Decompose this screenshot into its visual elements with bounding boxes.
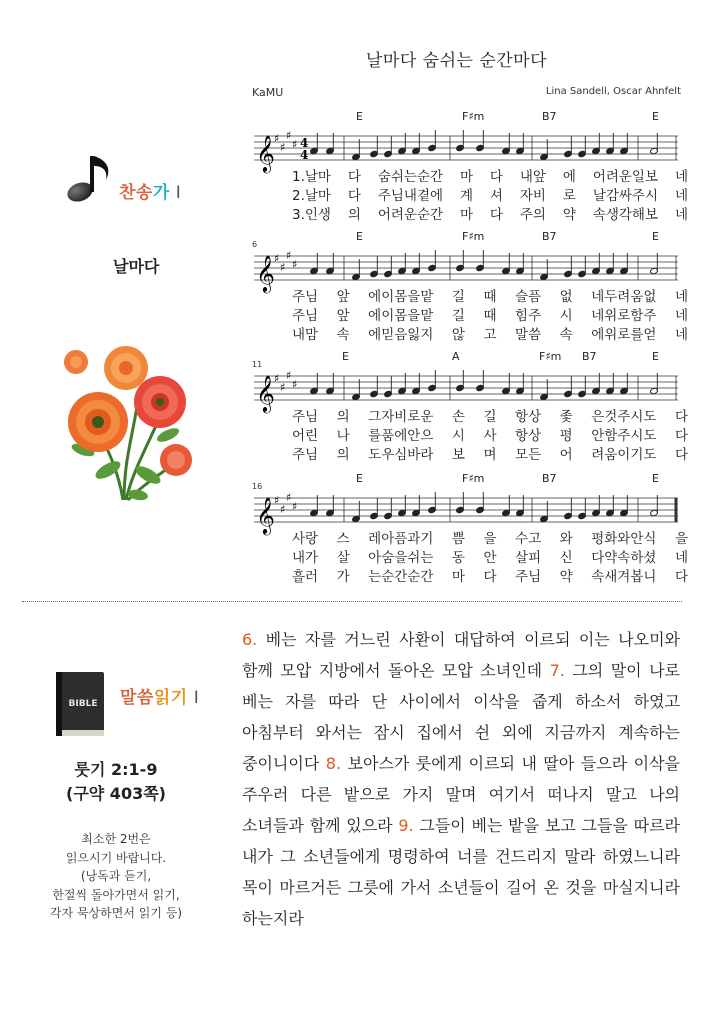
lyric-syllable: 은것주시도 xyxy=(591,409,657,425)
lyric-syllable: 살피 xyxy=(515,550,542,566)
lyric-syllable: 흘러 xyxy=(292,569,319,585)
lyric-syllable: 어린 xyxy=(292,428,319,444)
music-system xyxy=(252,472,688,587)
lyric-line xyxy=(292,326,688,344)
lyric-syllable: 내맘 xyxy=(292,327,319,343)
time-signature: 4 xyxy=(300,148,309,162)
music-system xyxy=(252,110,688,225)
lyric-syllable: 마 xyxy=(451,569,465,585)
lyric-syllable: 말씀 xyxy=(515,327,542,343)
music-system xyxy=(252,350,688,465)
lyric-syllable: 다 xyxy=(489,207,503,223)
chord-symbol: B7 xyxy=(542,110,557,123)
lyric-syllable: 숨쉬는순간 xyxy=(377,169,444,185)
word-label-rest: 읽기 xyxy=(153,688,188,708)
section-divider xyxy=(22,601,682,602)
lyric-syllable: 도우심바라 xyxy=(368,447,434,463)
lyric-syllable: 계 xyxy=(459,188,473,204)
lyric-syllable: 마 xyxy=(459,169,473,185)
ranunculus-flowers-illustration xyxy=(38,340,208,515)
lyric-syllable: 에 xyxy=(562,169,576,185)
guide-line: (낭독과 듣기, xyxy=(80,869,152,883)
lyric-syllable: 속생각해보 xyxy=(592,207,659,223)
guide-line: 최소한 2번은 xyxy=(81,832,151,846)
lyric-line xyxy=(292,568,688,586)
measure-number: 16 xyxy=(252,482,263,491)
staff xyxy=(252,364,680,414)
lyric-syllable: 마 xyxy=(459,207,473,223)
lyric-syllable: 는순간순간 xyxy=(368,569,434,585)
music-system xyxy=(252,230,688,345)
lyric-syllable: 주님 xyxy=(292,308,319,324)
lyric-syllable: 려움이기도 xyxy=(591,447,657,463)
sharp-sign: ♯ xyxy=(280,261,286,274)
hymn-name: 날마다 xyxy=(113,257,160,276)
lyric-syllable: 다 xyxy=(674,447,688,463)
verse-number: 8. xyxy=(325,754,342,773)
staff xyxy=(252,486,680,536)
lyric-syllable: 시 xyxy=(559,308,573,324)
guide-line: 각자 묵상하면서 읽기 등) xyxy=(49,906,183,920)
lyric-line xyxy=(292,427,688,445)
lyric-syllable: 네 xyxy=(674,308,688,324)
lyric-syllable: 내앞 xyxy=(519,169,546,185)
lyric-syllable: 네 xyxy=(674,188,688,204)
sharp-sign: ♯ xyxy=(274,494,280,507)
chord-symbol: E xyxy=(356,110,363,123)
lyric-syllable: 신 xyxy=(559,550,573,566)
sharp-sign: ♯ xyxy=(280,141,286,154)
sharp-sign: ♯ xyxy=(274,132,280,145)
word-section-label xyxy=(120,683,199,708)
publisher: KaMU xyxy=(252,86,284,99)
chord-symbol: A xyxy=(452,350,460,363)
lyric-syllable: 길 xyxy=(451,289,465,305)
lyric-line xyxy=(292,530,688,548)
lyric-syllable: 손 xyxy=(451,409,465,425)
chord-symbol: B7 xyxy=(542,230,557,243)
chord-symbol: E xyxy=(356,230,363,243)
lyric-syllable: 때 xyxy=(483,289,497,305)
sheet-music xyxy=(252,110,688,585)
lyric-syllable: 앞 xyxy=(336,289,350,305)
lyric-syllable: 가 xyxy=(336,569,350,585)
lyric-syllable: 평 xyxy=(559,428,573,444)
lyric-line xyxy=(292,187,688,205)
lyric-syllable: 동 xyxy=(451,550,465,566)
lyric-syllable: 에위로를얻 xyxy=(591,327,657,343)
sharp-sign: ♯ xyxy=(280,503,286,516)
staff xyxy=(252,124,680,174)
lyric-syllable: 주님 xyxy=(292,409,319,425)
lyric-syllable: 다 xyxy=(674,569,688,585)
lyric-syllable: 다약속하셨 xyxy=(591,550,657,566)
chord-symbol: E xyxy=(342,350,349,363)
lyric-syllable: 수고 xyxy=(515,531,542,547)
lyric-syllable: 2.날마 xyxy=(292,188,331,204)
lyric-syllable: 나 xyxy=(336,428,350,444)
lyric-syllable: 레아픔과기 xyxy=(368,531,434,547)
verse-number: 6. xyxy=(242,630,258,649)
lyric-syllable: 시 xyxy=(451,428,465,444)
lyric-line xyxy=(292,408,688,426)
treble-clef-icon: 𝄞 xyxy=(256,374,275,412)
sharp-sign: ♯ xyxy=(274,252,280,265)
lyric-syllable: 주님 xyxy=(292,447,319,463)
reference-page: (구약 403쪽) xyxy=(66,784,166,803)
lyric-syllable: 주님내곁에 xyxy=(377,188,444,204)
chord-symbol: F♯m xyxy=(539,350,562,363)
measure-number: 6 xyxy=(252,240,258,249)
chord-symbol: E xyxy=(652,350,659,363)
lyric-syllable: 않 xyxy=(451,327,465,343)
lyric-syllable: 항상 xyxy=(515,428,542,444)
lyric-syllable: 네 xyxy=(674,550,688,566)
treble-clef-icon: 𝄞 xyxy=(256,134,275,172)
lyric-syllable: 에이몸을맡 xyxy=(368,308,434,324)
lyric-syllable: 3.인생 xyxy=(292,207,331,223)
lyric-syllable: 없 xyxy=(559,289,573,305)
lyric-syllable: 셔 xyxy=(489,188,503,204)
lyric-syllable: 앞 xyxy=(336,308,350,324)
composer-credit: Lina Sandell, Oscar Ahnfelt xyxy=(545,86,681,97)
lyric-line xyxy=(292,307,688,325)
verse-text: 베는 자를 거느린 사환이 대답하여 이르되 이는 나오미와 함께 모압 지방에서 돌아온 모압 소녀인데 xyxy=(242,630,680,680)
word-label-accent: 말씀 xyxy=(120,688,154,708)
lyric-syllable: 네 xyxy=(674,327,688,343)
lyric-syllable: 네 xyxy=(674,207,688,223)
lyric-syllable: 자비 xyxy=(519,188,546,204)
verse-text: 그들이 베는 밭을 보고 그들을 따르라 내가 그 소년들에게 명령하여 너를 건드리지 말라 하였느니라 목이 마르거든 그릇에 가서 소년들이 길어 온 것을 마실지니라 하는지라 xyxy=(242,816,680,928)
lyric-syllable: 속새겨봅니 xyxy=(591,569,657,585)
lyric-syllable: 쁨 xyxy=(451,531,465,547)
lyric-syllable: 다 xyxy=(483,569,497,585)
lyric-syllable: 스 xyxy=(336,531,350,547)
sharp-sign: ♯ xyxy=(274,372,280,385)
scripture-passage xyxy=(242,624,680,934)
lyric-syllable: 와 xyxy=(559,531,573,547)
scripture-reference xyxy=(0,758,232,806)
lyric-syllable: 을 xyxy=(674,531,688,547)
verse-number: 9. xyxy=(398,816,414,835)
lyric-syllable: 네위로함주 xyxy=(591,308,657,324)
lyric-syllable: 며 xyxy=(483,447,497,463)
lyric-syllable: 힘주 xyxy=(515,308,542,324)
sharp-sign: ♯ xyxy=(286,249,292,262)
lyric-syllable: 항상 xyxy=(515,409,542,425)
lyric-syllable: 아숨을쉬는 xyxy=(368,550,434,566)
treble-clef-icon: 𝄞 xyxy=(256,496,275,534)
lyric-syllable: 어려운순간 xyxy=(377,207,444,223)
chord-symbol: E xyxy=(652,230,659,243)
lyric-syllable: 속 xyxy=(559,327,573,343)
lyric-syllable: 좇 xyxy=(559,409,573,425)
lyric-syllable: 보 xyxy=(451,447,465,463)
lyric-syllable: 날감싸주시 xyxy=(592,188,659,204)
lyric-syllable: 고 xyxy=(483,327,497,343)
lyric-line xyxy=(292,549,688,567)
lyric-line xyxy=(292,288,688,306)
guide-line: 한절씩 돌아가면서 읽기, xyxy=(52,887,180,902)
lyric-syllable: 모든 xyxy=(515,447,542,463)
chord-symbol: B7 xyxy=(582,350,597,363)
chord-symbol: B7 xyxy=(542,472,557,485)
lyric-syllable: 약 xyxy=(559,569,573,585)
verse-text: 보아스가 룻에게 이르되 내 딸아 들으라 이삭을 주우러 다른 밭으로 가지 말며 여기서 떠나지 말고 나의 소녀들과 함께 있으라 xyxy=(242,754,680,835)
measure-number: 11 xyxy=(252,360,263,369)
lyric-syllable: 내가 xyxy=(292,550,319,566)
hymn-label-bar: I xyxy=(175,183,182,203)
lyric-syllable: 에믿음잃지 xyxy=(368,327,434,343)
bible-icon-text: BIBLE xyxy=(68,699,98,709)
hymn-label-accent: 찬송 xyxy=(119,183,153,203)
lyric-syllable: 살 xyxy=(336,550,350,566)
guide-line: 읽으시기 바랍니다. xyxy=(65,850,167,865)
lyric-syllable: 안 xyxy=(483,550,497,566)
lyric-syllable: 의 xyxy=(336,409,350,425)
lyric-syllable: 로 xyxy=(562,188,576,204)
chord-symbol: F♯m xyxy=(462,110,485,123)
reading-guide xyxy=(0,830,232,923)
lyric-syllable: 어려운일보 xyxy=(592,169,659,185)
lyric-syllable: 다 xyxy=(347,188,361,204)
verse-number: 7. xyxy=(549,661,565,680)
sharp-sign: ♯ xyxy=(286,491,292,504)
lyric-syllable: 다 xyxy=(489,169,503,185)
sharp-sign: ♯ xyxy=(286,129,292,142)
chord-symbol: E xyxy=(652,110,659,123)
hymn-section-label xyxy=(119,178,181,203)
lyric-syllable: 1.날마 xyxy=(292,169,331,185)
staff xyxy=(252,244,680,294)
lyric-syllable: 길 xyxy=(483,409,497,425)
lyric-syllable: 를품에안으 xyxy=(368,428,434,444)
time-signature: 4 xyxy=(300,136,309,150)
lyric-syllable: 어 xyxy=(559,447,573,463)
lyric-syllable: 안함주시도 xyxy=(591,428,657,444)
lyric-syllable: 사 xyxy=(483,428,497,444)
reference-text: 룻기 2:1-9 xyxy=(74,760,158,779)
treble-clef-icon: 𝄞 xyxy=(256,254,275,292)
song-title: 날마다 숨쉬는 순간마다 xyxy=(366,51,548,71)
lyric-syllable: 때 xyxy=(483,308,497,324)
lyric-syllable: 슬픔 xyxy=(515,289,542,305)
lyric-syllable: 을 xyxy=(483,531,497,547)
lyric-line xyxy=(292,446,688,464)
lyric-syllable: 의 xyxy=(336,447,350,463)
lyric-syllable: 속 xyxy=(336,327,350,343)
chord-symbol: F♯m xyxy=(462,472,485,485)
lyric-syllable: 주님 xyxy=(515,569,542,585)
lyric-syllable: 네 xyxy=(674,289,688,305)
lyric-syllable: 에이몸을맡 xyxy=(368,289,434,305)
verse-text: 그의 말이 나로 베는 자를 따라 단 사이에서 이삭을 줍게 하소서 하였고 아침부터 와서는 잠시 집에서 쉰 외에 지금까지 계속하는 중이니이다 xyxy=(242,661,680,773)
sharp-sign: ♯ xyxy=(280,381,286,394)
lyric-syllable: 다 xyxy=(674,428,688,444)
chord-symbol: F♯m xyxy=(462,230,485,243)
chord-symbol: E xyxy=(652,472,659,485)
lyric-syllable: 사랑 xyxy=(292,531,319,547)
lyric-syllable: 다 xyxy=(674,409,688,425)
sharp-sign: ♯ xyxy=(286,369,292,382)
lyric-line xyxy=(292,168,688,186)
lyric-syllable: 길 xyxy=(451,308,465,324)
lyric-syllable: 주님 xyxy=(292,289,319,305)
lyric-syllable: 약 xyxy=(562,207,576,223)
music-note-icon xyxy=(62,150,118,206)
lyric-syllable: 주의 xyxy=(519,207,546,223)
sharp-sign: ♯ xyxy=(292,138,298,151)
lyric-syllable: 네 xyxy=(674,169,688,185)
sharp-sign: ♯ xyxy=(292,500,298,513)
sharp-sign: ♯ xyxy=(292,258,298,271)
lyric-syllable: 네두려움없 xyxy=(591,289,657,305)
lyric-syllable: 평화와안식 xyxy=(591,531,657,547)
lyric-syllable: 다 xyxy=(347,169,361,185)
sharp-sign: ♯ xyxy=(292,378,298,391)
lyric-line xyxy=(292,206,688,224)
bible-icon xyxy=(52,668,110,740)
word-label-bar: I xyxy=(193,688,200,708)
lyric-syllable: 의 xyxy=(347,207,361,223)
hymn-label-rest: 가 xyxy=(152,183,170,203)
chord-symbol: E xyxy=(356,472,363,485)
lyric-syllable: 그자비로운 xyxy=(368,409,434,425)
